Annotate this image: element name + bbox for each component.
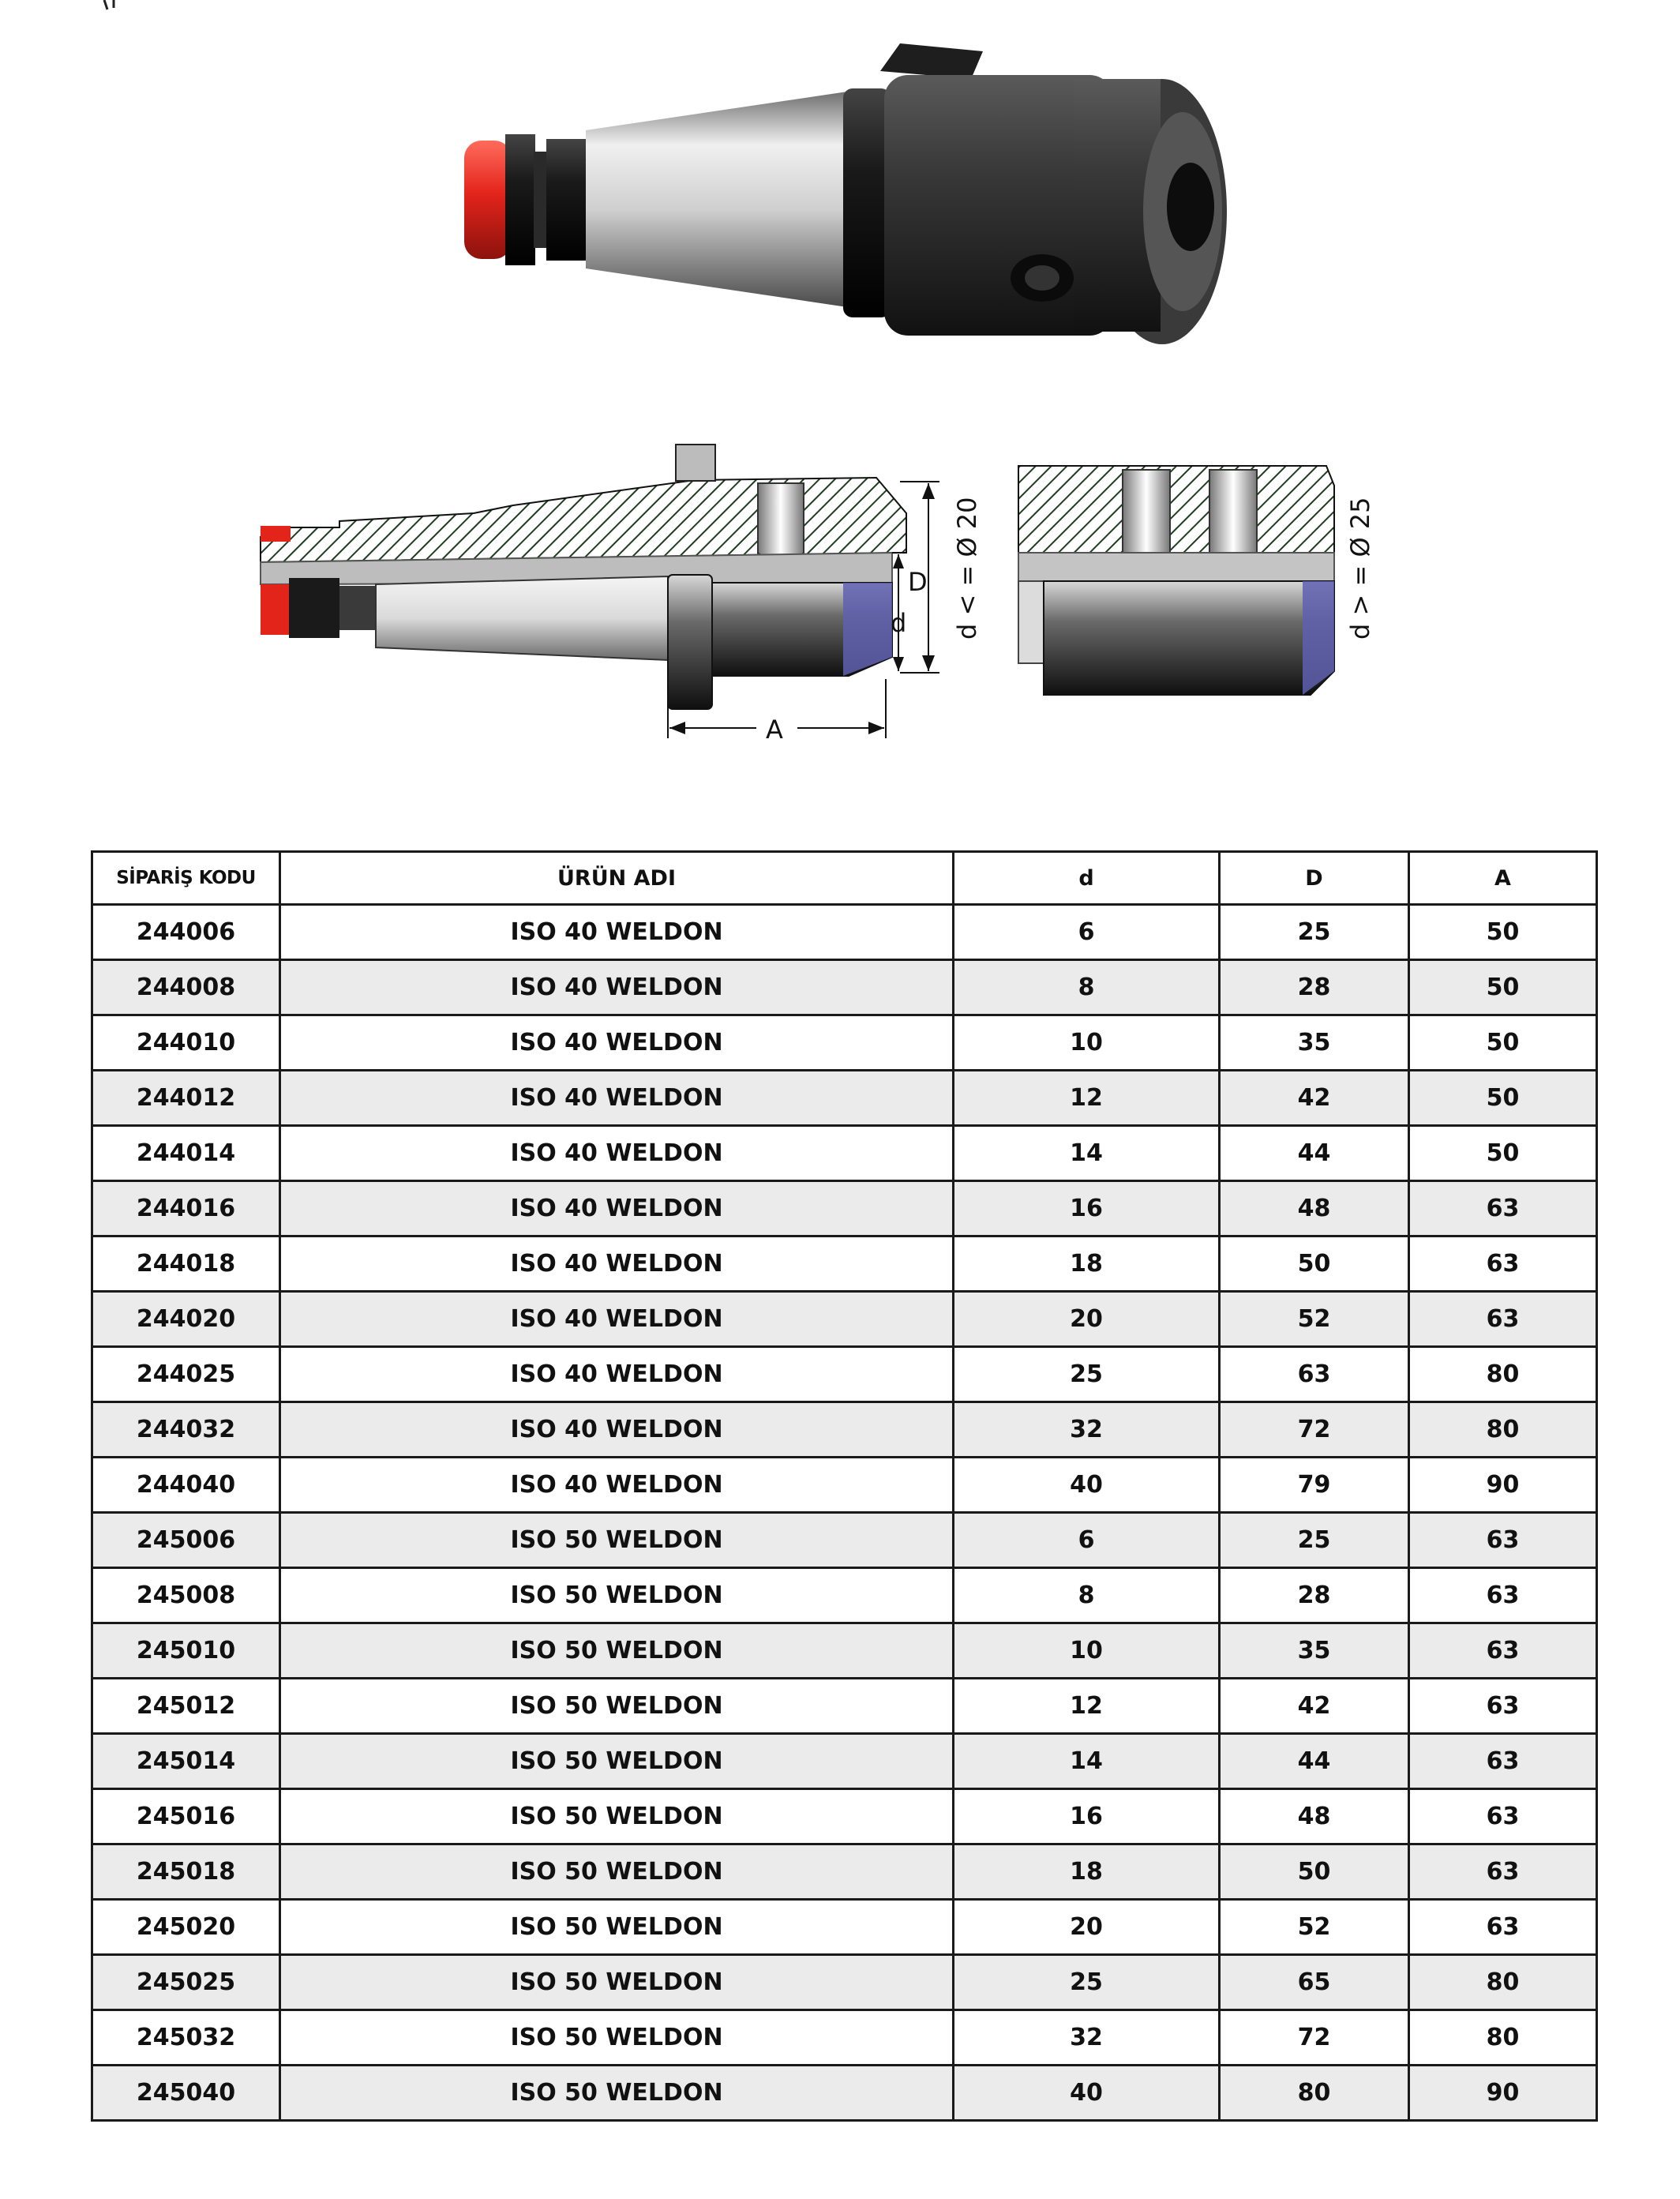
A-cell: 63 xyxy=(1409,1513,1597,1568)
table-row xyxy=(92,1071,1597,1126)
D-cell: 28 xyxy=(1220,1568,1409,1623)
order-code-cell: 244008 xyxy=(92,960,280,1015)
D-cell: 44 xyxy=(1220,1734,1409,1789)
table-row xyxy=(92,1292,1597,1347)
d-cell: 18 xyxy=(954,1236,1220,1292)
D-cell: 44 xyxy=(1220,1126,1409,1181)
A-cell: 63 xyxy=(1409,1236,1597,1292)
D-cell: 52 xyxy=(1220,1900,1409,1955)
D-cell: 35 xyxy=(1220,1623,1409,1679)
product-name-cell: ISO 50 WELDON xyxy=(280,1955,954,2010)
order-code-cell: 244012 xyxy=(92,1071,280,1126)
product-name-cell: ISO 50 WELDON xyxy=(280,1844,954,1900)
product-name-cell: ISO 50 WELDON xyxy=(280,2010,954,2066)
D-cell: 42 xyxy=(1220,1679,1409,1734)
order-code-cell: 245008 xyxy=(92,1568,280,1623)
order-code-cell: 245025 xyxy=(92,1955,280,2010)
d-cell: 16 xyxy=(954,1789,1220,1844)
d-cell: 32 xyxy=(954,2010,1220,2066)
table-row xyxy=(92,1402,1597,1458)
A-cell: 63 xyxy=(1409,1292,1597,1347)
product-name-cell: ISO 40 WELDON xyxy=(280,1458,954,1513)
product-name-cell: ISO 50 WELDON xyxy=(280,2066,954,2121)
table-row xyxy=(92,1789,1597,1844)
table-row xyxy=(92,1623,1597,1679)
d-cell: 40 xyxy=(954,1458,1220,1513)
D-cell: 42 xyxy=(1220,1071,1409,1126)
A-cell: 63 xyxy=(1409,1568,1597,1623)
D-cell: 80 xyxy=(1220,2066,1409,2121)
A-cell: 50 xyxy=(1409,1015,1597,1071)
bore-note-small: d < = Ø 20 xyxy=(952,497,982,640)
table-row xyxy=(92,960,1597,1015)
D-cell: 79 xyxy=(1220,1458,1409,1513)
column-header-d: d xyxy=(954,852,1220,905)
A-cell: 80 xyxy=(1409,2010,1597,2066)
product-name-cell: ISO 50 WELDON xyxy=(280,1789,954,1844)
A-cell: 63 xyxy=(1409,1734,1597,1789)
product-name-cell: ISO 40 WELDON xyxy=(280,1236,954,1292)
dimension-A-label: A xyxy=(766,715,783,745)
d-cell: 14 xyxy=(954,1126,1220,1181)
table-row xyxy=(92,905,1597,960)
D-cell: 72 xyxy=(1220,2010,1409,2066)
d-cell: 32 xyxy=(954,1402,1220,1458)
product-table xyxy=(91,850,1598,2122)
order-code-cell: 244006 xyxy=(92,905,280,960)
A-cell: 50 xyxy=(1409,905,1597,960)
order-code-cell: 245014 xyxy=(92,1734,280,1789)
D-cell: 72 xyxy=(1220,1402,1409,1458)
table-row xyxy=(92,2066,1597,2121)
table-row xyxy=(92,1900,1597,1955)
D-cell: 35 xyxy=(1220,1015,1409,1071)
order-code-cell: 245010 xyxy=(92,1623,280,1679)
A-cell: 63 xyxy=(1409,1789,1597,1844)
A-cell: 90 xyxy=(1409,1458,1597,1513)
A-cell: 63 xyxy=(1409,1623,1597,1679)
A-cell: 50 xyxy=(1409,1071,1597,1126)
table-row xyxy=(92,1181,1597,1236)
d-cell: 20 xyxy=(954,1292,1220,1347)
order-code-cell: 245020 xyxy=(92,1900,280,1955)
A-cell: 80 xyxy=(1409,1955,1597,2010)
D-cell: 25 xyxy=(1220,905,1409,960)
table-row xyxy=(92,1126,1597,1181)
order-code-cell: 244032 xyxy=(92,1402,280,1458)
order-code-cell: 245016 xyxy=(92,1789,280,1844)
product-name-cell: ISO 40 WELDON xyxy=(280,1126,954,1181)
table-row xyxy=(92,1844,1597,1900)
order-code-cell: 244018 xyxy=(92,1236,280,1292)
drawing-small-bore xyxy=(261,445,982,745)
order-code-cell: 245018 xyxy=(92,1844,280,1900)
D-cell: 65 xyxy=(1220,1955,1409,2010)
order-code-cell: 244010 xyxy=(92,1015,280,1071)
d-cell: 6 xyxy=(954,1513,1220,1568)
d-cell: 12 xyxy=(954,1071,1220,1126)
product-name-cell: ISO 40 WELDON xyxy=(280,905,954,960)
product-name-cell: ISO 50 WELDON xyxy=(280,1568,954,1623)
dimension-D-label: D xyxy=(908,567,928,597)
d-cell: 25 xyxy=(954,1955,1220,2010)
product-name-cell: ISO 40 WELDON xyxy=(280,1015,954,1071)
d-cell: 12 xyxy=(954,1679,1220,1734)
order-code-cell: 245040 xyxy=(92,2066,280,2121)
d-cell: 6 xyxy=(954,905,1220,960)
table-row xyxy=(92,1679,1597,1734)
product-name-cell: ISO 50 WELDON xyxy=(280,1900,954,1955)
product-name-cell: ISO 50 WELDON xyxy=(280,1513,954,1568)
order-code-cell: 244025 xyxy=(92,1347,280,1402)
technical-drawing xyxy=(0,0,1680,790)
table-row xyxy=(92,1734,1597,1789)
product-name-cell: ISO 50 WELDON xyxy=(280,1623,954,1679)
table-row xyxy=(92,1347,1597,1402)
A-cell: 80 xyxy=(1409,1347,1597,1402)
table-row xyxy=(92,1236,1597,1292)
D-cell: 28 xyxy=(1220,960,1409,1015)
A-cell: 63 xyxy=(1409,1844,1597,1900)
D-cell: 63 xyxy=(1220,1347,1409,1402)
product-name-cell: ISO 40 WELDON xyxy=(280,1402,954,1458)
A-cell: 90 xyxy=(1409,2066,1597,2121)
product-name-cell: ISO 40 WELDON xyxy=(280,960,954,1015)
d-cell: 25 xyxy=(954,1347,1220,1402)
table-row xyxy=(92,1513,1597,1568)
d-cell: 8 xyxy=(954,960,1220,1015)
table-header-row xyxy=(92,852,1597,905)
bore-note-large: d > = Ø 25 xyxy=(1345,497,1375,640)
table-row xyxy=(92,2010,1597,2066)
D-cell: 48 xyxy=(1220,1789,1409,1844)
d-cell: 10 xyxy=(954,1015,1220,1071)
order-code-cell: 244040 xyxy=(92,1458,280,1513)
product-name-cell: ISO 40 WELDON xyxy=(280,1071,954,1126)
D-cell: 50 xyxy=(1220,1844,1409,1900)
A-cell: 50 xyxy=(1409,1126,1597,1181)
product-name-cell: ISO 40 WELDON xyxy=(280,1181,954,1236)
table-row xyxy=(92,1015,1597,1071)
order-code-cell: 244020 xyxy=(92,1292,280,1347)
A-cell: 63 xyxy=(1409,1900,1597,1955)
A-cell: 63 xyxy=(1409,1679,1597,1734)
column-header-A: A xyxy=(1409,852,1597,905)
product-name-cell: ISO 40 WELDON xyxy=(280,1292,954,1347)
D-cell: 50 xyxy=(1220,1236,1409,1292)
column-header-name: ÜRÜN ADI xyxy=(280,852,954,905)
table-row xyxy=(92,1458,1597,1513)
column-header-D: D xyxy=(1220,852,1409,905)
order-code-cell: 244014 xyxy=(92,1126,280,1181)
D-cell: 52 xyxy=(1220,1292,1409,1347)
product-name-cell: ISO 50 WELDON xyxy=(280,1679,954,1734)
d-cell: 40 xyxy=(954,2066,1220,2121)
d-cell: 18 xyxy=(954,1844,1220,1900)
A-cell: 80 xyxy=(1409,1402,1597,1458)
order-code-cell: 245012 xyxy=(92,1679,280,1734)
product-name-cell: ISO 40 WELDON xyxy=(280,1347,954,1402)
A-cell: 63 xyxy=(1409,1181,1597,1236)
table-row xyxy=(92,1955,1597,2010)
d-cell: 16 xyxy=(954,1181,1220,1236)
d-cell: 20 xyxy=(954,1900,1220,1955)
d-cell: 10 xyxy=(954,1623,1220,1679)
D-cell: 25 xyxy=(1220,1513,1409,1568)
table-row xyxy=(92,1568,1597,1623)
drawing-large-bore xyxy=(1018,466,1375,695)
dimension-d-label: d xyxy=(891,608,907,638)
d-cell: 14 xyxy=(954,1734,1220,1789)
order-code-cell: 245006 xyxy=(92,1513,280,1568)
D-cell: 48 xyxy=(1220,1181,1409,1236)
d-cell: 8 xyxy=(954,1568,1220,1623)
column-header-code: SİPARİŞ KODU xyxy=(92,852,280,905)
product-name-cell: ISO 50 WELDON xyxy=(280,1734,954,1789)
order-code-cell: 245032 xyxy=(92,2010,280,2066)
order-code-cell: 244016 xyxy=(92,1181,280,1236)
A-cell: 50 xyxy=(1409,960,1597,1015)
